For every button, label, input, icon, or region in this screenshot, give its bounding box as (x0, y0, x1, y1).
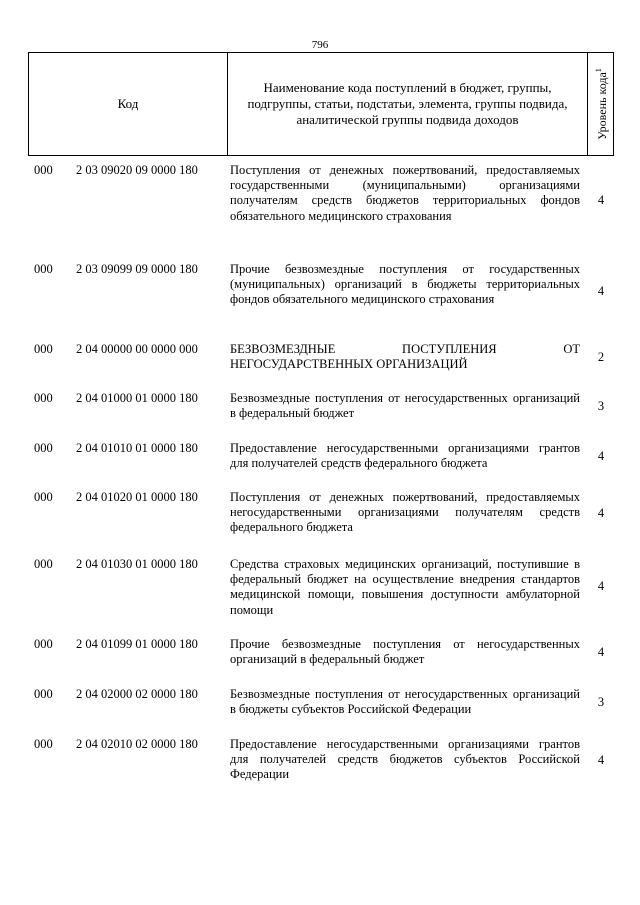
admin-code: 000 (34, 441, 53, 455)
code-level: 3 (597, 695, 605, 709)
table-header (28, 52, 614, 156)
admin-code: 000 (34, 737, 53, 751)
revenue-code: 2 04 02000 02 0000 180 (76, 687, 198, 701)
revenue-name: Безвозмездные поступления от негосударственных организаций в бюджеты субъектов Российской Федерации (230, 687, 580, 717)
code-level: 2 (597, 350, 605, 364)
revenue-name: Средства страховых медицинских организаций, поступившие в федеральный бюджет на осуществление внедрения стандартов медицинской помощи, повышения доступности амбулаторной помощи (230, 557, 580, 617)
revenue-name: Поступления от денежных пожертвований, предоставляемых негосударственными организациями получателям средств федерального бюджета (230, 490, 580, 535)
revenue-name: Предоставление негосударственными организациями грантов для получателей средств бюджетов субъектов Российской Федерации (230, 737, 580, 782)
header-level-footnote: 1 (593, 68, 603, 73)
header-code: Код (29, 53, 228, 155)
header-name: Наименование кода поступлений в бюджет, группы, подгруппы, статьи, подстатьи, элемента, группы подвида, аналитической группы подвида доходов (228, 53, 588, 155)
revenue-code: 2 04 01010 01 0000 180 (76, 441, 198, 455)
revenue-code: 2 04 01000 01 0000 180 (76, 391, 198, 405)
code-level: 4 (597, 579, 605, 593)
revenue-code: 2 04 02010 02 0000 180 (76, 737, 198, 751)
code-level: 3 (597, 399, 605, 413)
admin-code: 000 (34, 391, 53, 405)
revenue-name: Предоставление негосударственными организациями грантов для получателей средств федерального бюджета (230, 441, 580, 471)
admin-code: 000 (34, 342, 53, 356)
code-level: 4 (597, 506, 605, 520)
revenue-name: Поступления от денежных пожертвований, предоставляемых государственными (муниципальными) организациями получателям средств бюджетов территориальных фондов обязательного медицинского страхования (230, 163, 580, 223)
code-level: 4 (597, 449, 605, 463)
code-level: 4 (597, 284, 605, 298)
admin-code: 000 (34, 687, 53, 701)
admin-code: 000 (34, 557, 53, 571)
header-level-label: Уровень кода (594, 72, 609, 140)
code-level: 4 (597, 753, 605, 767)
revenue-code: 2 03 09020 09 0000 180 (76, 163, 198, 177)
revenue-name: Безвозмездные поступления от негосударственных организаций в федеральный бюджет (230, 391, 580, 421)
revenue-name: БЕЗВОЗМЕЗДНЫЕ ПОСТУПЛЕНИЯ ОТ НЕГОСУДАРСТВЕННЫХ ОРГАНИЗАЦИЙ (230, 342, 580, 372)
admin-code: 000 (34, 163, 53, 177)
code-level: 4 (597, 193, 605, 207)
revenue-code: 2 04 01020 01 0000 180 (76, 490, 198, 504)
revenue-code: 2 03 09099 09 0000 180 (76, 262, 198, 276)
admin-code: 000 (34, 637, 53, 651)
revenue-code: 2 04 01030 01 0000 180 (76, 557, 198, 571)
page-number: 796 (311, 39, 329, 51)
revenue-name: Прочие безвозмездные поступления от негосударственных организаций в федеральный бюджет (230, 637, 580, 667)
revenue-code: 2 04 01099 01 0000 180 (76, 637, 198, 651)
code-level: 4 (597, 645, 605, 659)
admin-code: 000 (34, 490, 53, 504)
admin-code: 000 (34, 262, 53, 276)
revenue-name: Прочие безвозмездные поступления от государственных (муниципальных) организаций в бюджеты территориальных фондов обязательного медицинского страхования (230, 262, 580, 307)
revenue-code: 2 04 00000 00 0000 000 (76, 342, 198, 356)
header-level (588, 53, 615, 155)
